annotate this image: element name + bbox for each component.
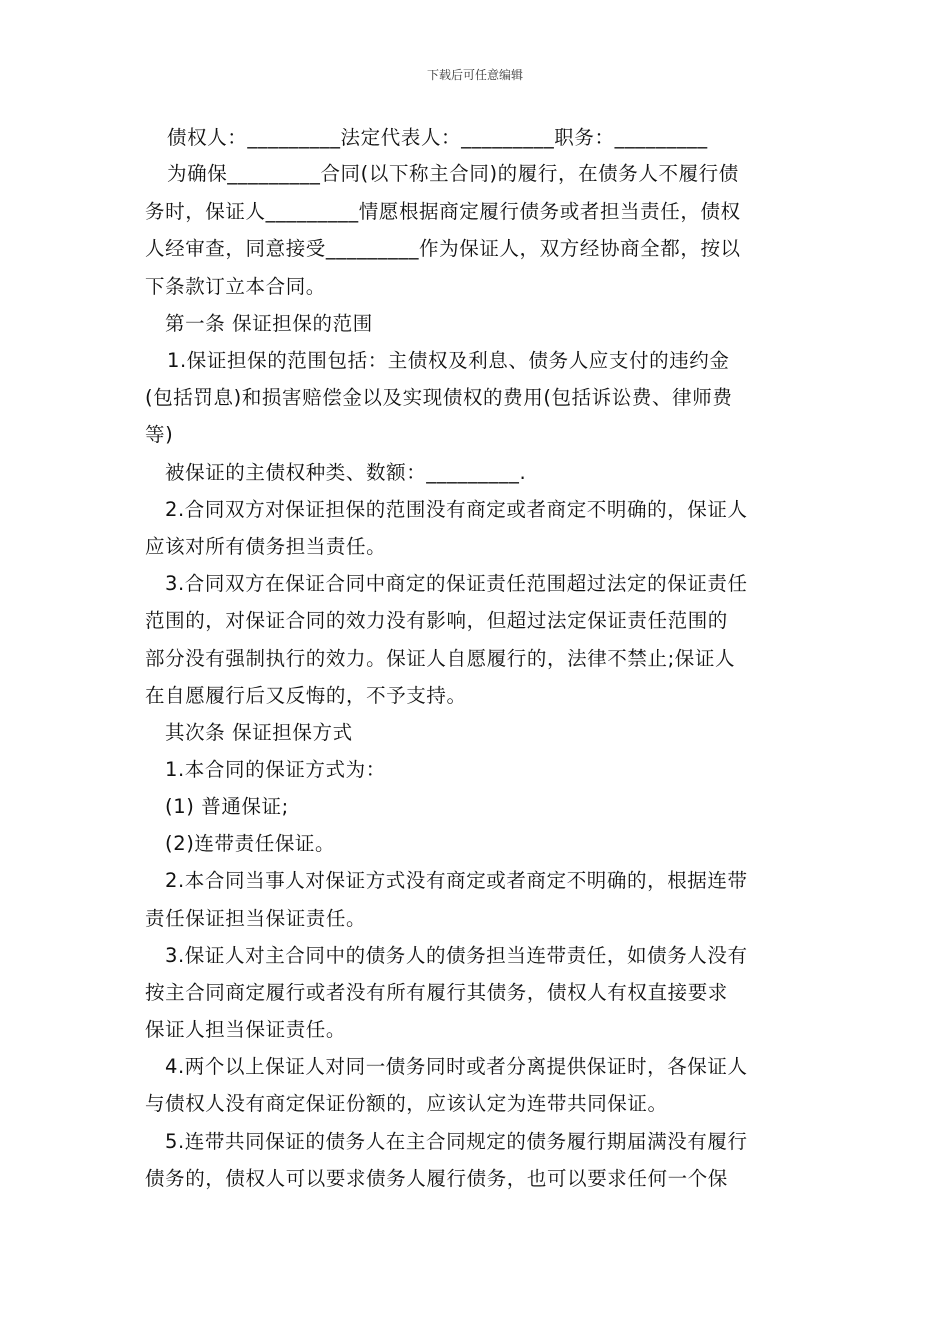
paragraph-line: 责任保证担当保证责任。 [145, 907, 367, 930]
paragraph-line: 4.两个以上保证人对同一债务同时或者分离提供保证时，各保证人 [165, 1055, 748, 1078]
paragraph-line: 部分没有强制执行的效力。保证人自愿履行的，法律不禁止;保证人 [145, 647, 736, 670]
paragraph-line: 范围的，对保证合同的效力没有影响，但超过法定保证责任范围的 [145, 609, 728, 632]
paragraph-line: 人经审查，同意接受_________作为保证人，双方经协商全都，按以 [145, 237, 741, 260]
paragraph-line: 1.本合同的保证方式为： [165, 758, 386, 781]
paragraph-line: 其次条 保证担保方式 [165, 721, 353, 744]
paragraph-line: 2.合同双方对保证担保的范围没有商定或者商定不明确的，保证人 [165, 498, 748, 521]
paragraph-line: 被保证的主债权种类、数额：_________. [165, 461, 527, 484]
paragraph-line: (1) 普通保证; [165, 795, 289, 818]
paragraph-line: 按主合同商定履行或者没有所有履行其债务，债权人有权直接要求 [145, 981, 728, 1004]
paragraph-line: 等) [145, 423, 174, 446]
paragraph-line: 下条款订立本合同。 [145, 275, 326, 298]
paragraph-line: 债务的，债权人可以要求债务人履行债务，也可以要求任何一个保 [145, 1167, 728, 1190]
paragraph-line: 2.本合同当事人对保证方式没有商定或者商定不明确的，根据连带 [165, 869, 748, 892]
paragraph-line: 第一条 保证担保的范围 [165, 312, 373, 335]
paragraph-line: 5.连带共同保证的债务人在主合同规定的债务履行期届满没有履行 [165, 1130, 748, 1153]
paragraph-line: 应该对所有债务担当责任。 [145, 535, 387, 558]
paragraph-line: 与债权人没有商定保证份额的，应该认定为连带共同保证。 [145, 1092, 668, 1115]
paragraph-line: 在自愿履行后又反悔的，不予支持。 [145, 684, 467, 707]
paragraph-line: 3.合同双方在保证合同中商定的保证责任范围超过法定的保证责任 [165, 572, 748, 595]
paragraph-line: 3.保证人对主合同中的债务人的债务担当连带责任，如债务人没有 [165, 944, 748, 967]
paragraph-line: 1.保证担保的范围包括：主债权及利息、债务人应支付的违约金 [167, 349, 730, 372]
paragraph-line: 务时，保证人_________情愿根据商定履行债务或者担当责任，债权 [145, 200, 741, 223]
paragraph-line: 保证人担当保证责任。 [145, 1018, 347, 1041]
paragraph-line: (2)连带责任保证。 [165, 832, 336, 855]
paragraph-line: 债权人：_________法定代表人：_________职务：_________ [167, 126, 708, 149]
page-header: 下载后可任意编辑 [426, 68, 523, 82]
paragraph-line: 为确保_________合同(以下称主合同)的履行，在债务人不履行债 [167, 162, 739, 185]
paragraph-line: (包括罚息)和损害赔偿金以及实现债权的费用(包括诉讼费、律师费 [145, 386, 733, 409]
